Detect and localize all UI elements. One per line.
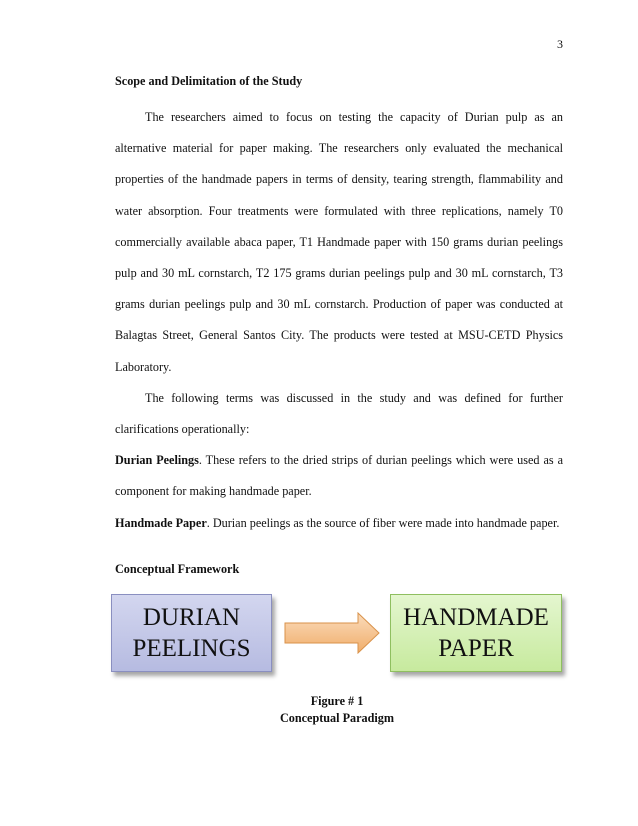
scope-section — [115, 70, 563, 539]
output-box — [390, 594, 562, 672]
framework-heading: Conceptual Framework — [115, 562, 240, 576]
section-heading: Scope and Delimitation of the Study — [115, 74, 303, 88]
output-label-line1: HANDMADE — [403, 604, 549, 631]
definition-term: Handmade Paper — [115, 515, 207, 530]
definition-text: . These refers to the dried strips of durian peelings which were used as a component for making handmade paper. — [115, 453, 563, 499]
definition-text: . Durian peelings as the source of fiber were made into handmade paper. — [206, 515, 560, 530]
definition-term: Durian Peelings — [115, 453, 199, 468]
input-label-line1: DURIAN — [142, 604, 241, 631]
scope-paragraph: The researchers aimed to focus on testing the capacity of Durian pulp as an alternative material for paper making. The researchers only evaluated the mechanical properties of the handmade papers in terms of density, tearing strength, flammability and water absorption. Four treatments were formulated with three replications, namely T0 commercially available abaca paper, T1 Handmade paper with 150 grams durian peelings pulp and 30 mL cornstarch, T2 175 grams durian peelings pulp and 30 mL cornstarch, T3 grams durian peelings pulp and 30 mL cornstarch. Production of paper was conducted at Balagtas Street, General Santos City. The products were tested at MSU-CETD Physics Laboratory. — [115, 110, 563, 374]
figure-title: Conceptual Paradigm — [279, 711, 395, 725]
input-label-line2: PEELINGS — [132, 635, 251, 662]
right-arrow-icon — [284, 612, 380, 654]
figure-caption — [200, 693, 474, 727]
figure-number: Figure # 1 — [310, 694, 364, 708]
page-number: 3 — [557, 37, 563, 51]
definition-durian-peelings — [115, 445, 563, 507]
terms-intro-paragraph: The following terms was discussed in the study and was defined for further clarifications operationally: — [115, 390, 563, 437]
output-label-line2: PAPER — [438, 635, 514, 662]
definition-handmade-paper — [115, 508, 563, 539]
input-box — [111, 594, 272, 672]
